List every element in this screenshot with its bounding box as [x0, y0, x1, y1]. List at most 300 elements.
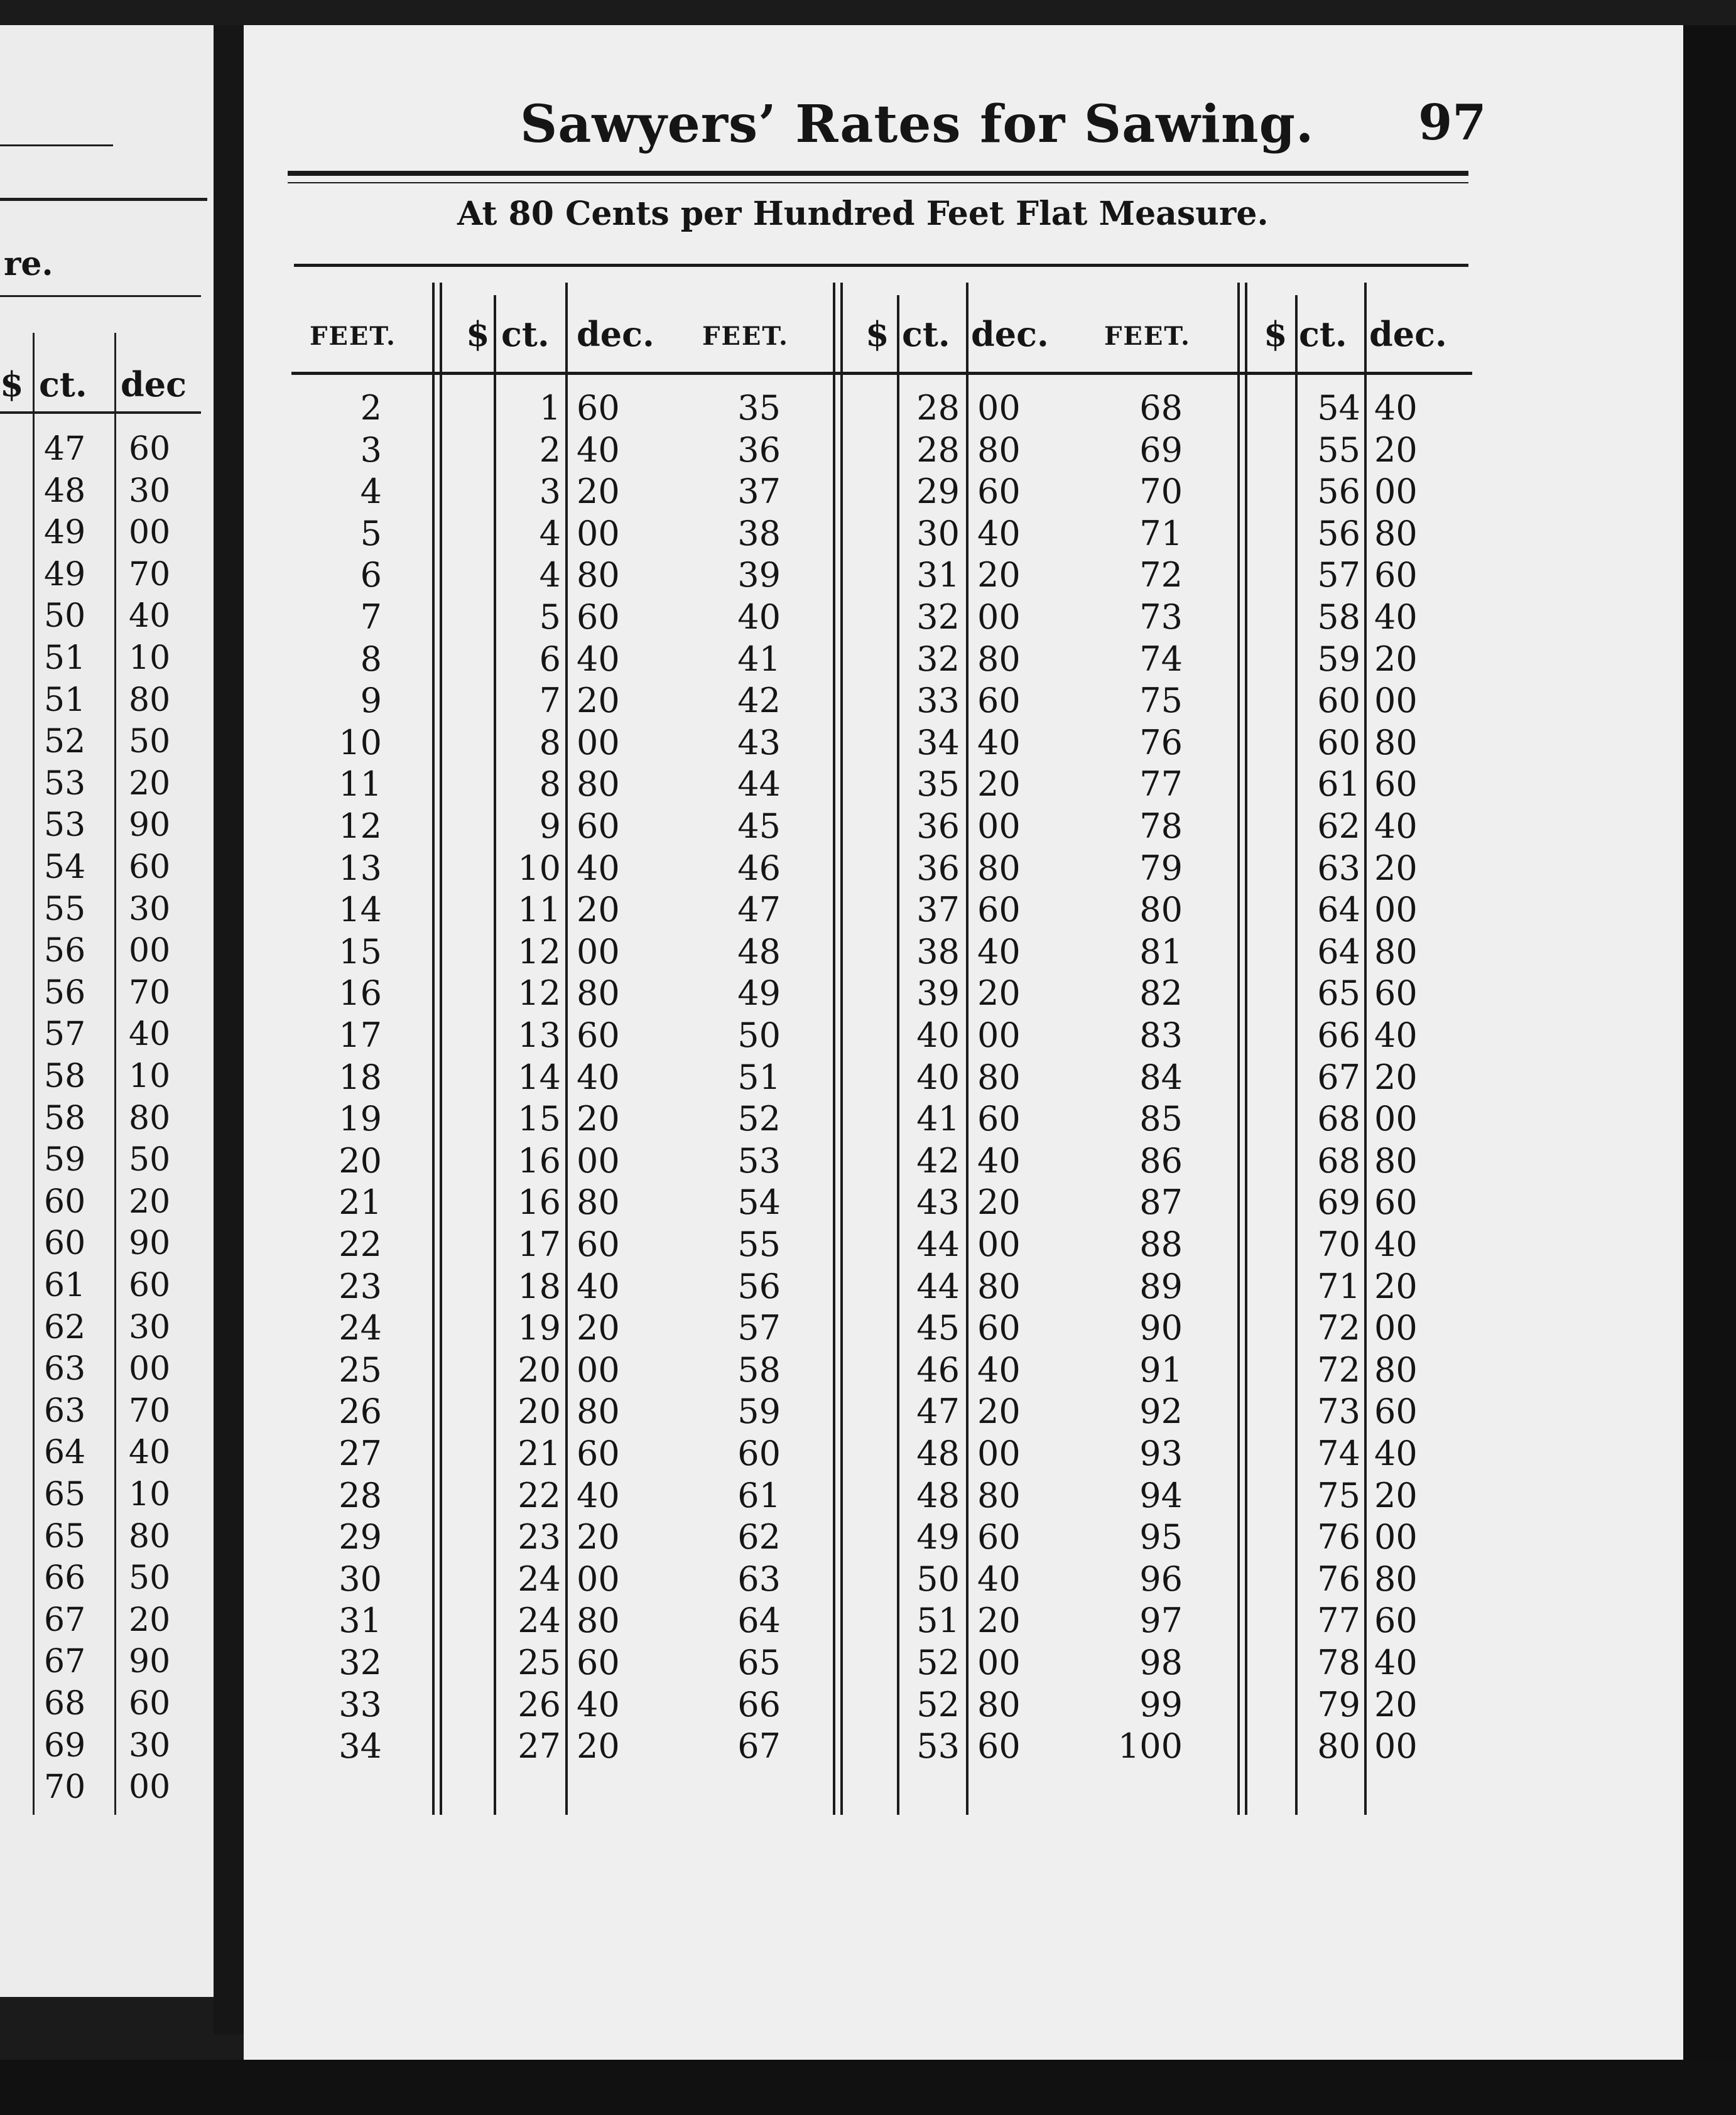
feet-cell: 71 [1139, 513, 1183, 553]
cents-header: ct. [501, 314, 550, 354]
feet-cell: 57 [737, 1308, 781, 1348]
dec-cell: 80 [1374, 931, 1418, 971]
cents-cell: 10 [518, 848, 561, 888]
cents-cell: 5 [539, 597, 561, 637]
cents-cell: 55 [1317, 430, 1360, 470]
dec-cell: 00 [1374, 472, 1418, 512]
cents-cell: 57 [1317, 555, 1360, 595]
feet-cell: 58 [737, 1350, 781, 1390]
left-dec-cell: 90 [129, 806, 171, 845]
cents-cell: 36 [916, 806, 960, 846]
dec-cell: 40 [1374, 388, 1418, 428]
dec-cell: 20 [977, 1392, 1021, 1432]
feet-cell: 56 [737, 1266, 781, 1306]
feet-cell: 75 [1139, 681, 1183, 721]
column-line [565, 283, 568, 1815]
left-dec-header: dec [121, 364, 187, 404]
column-line [840, 283, 843, 1815]
cents-cell: 40 [916, 1015, 960, 1055]
feet-cell: 98 [1139, 1643, 1183, 1682]
dec-cell: 00 [977, 806, 1021, 846]
feet-cell: 66 [737, 1684, 781, 1724]
cents-cell: 46 [916, 1350, 960, 1390]
left-cents-cell: 54 [44, 848, 86, 886]
dec-cell: 60 [977, 1726, 1021, 1766]
feet-cell: 62 [737, 1517, 781, 1557]
dec-cell: 00 [1374, 1517, 1418, 1557]
dec-cell: 60 [977, 472, 1021, 512]
dec-cell: 40 [977, 1350, 1021, 1390]
feet-cell: 74 [1139, 639, 1183, 679]
left-dec-cell: 00 [129, 1350, 171, 1388]
cents-cell: 32 [916, 597, 960, 637]
dec-cell: 40 [577, 1057, 620, 1097]
dec-cell: 80 [977, 1684, 1021, 1724]
dec-cell: 60 [1374, 555, 1418, 595]
cents-cell: 66 [1317, 1015, 1360, 1055]
dec-cell: 00 [577, 1559, 620, 1599]
feet-cell: 54 [737, 1182, 781, 1223]
feet-cell: 21 [339, 1182, 382, 1223]
dec-cell: 00 [977, 1015, 1021, 1055]
left-cents-cell: 65 [44, 1517, 86, 1555]
dec-cell: 80 [577, 764, 620, 804]
feet-cell: 69 [1139, 430, 1183, 470]
subtitle-rule [294, 264, 1468, 267]
left-dec-cell: 10 [129, 1476, 171, 1513]
left-column-line [114, 333, 116, 1815]
left-cents-cell: 53 [44, 764, 86, 803]
cents-cell: 36 [916, 848, 960, 888]
cents-cell: 24 [518, 1601, 561, 1641]
feet-cell: 50 [737, 1015, 781, 1055]
dollar-header: $ [466, 314, 490, 354]
cents-cell: 12 [518, 931, 561, 971]
cents-cell: 22 [518, 1475, 561, 1515]
dec-header: dec. [971, 314, 1049, 354]
feet-cell: 38 [737, 513, 781, 553]
feet-cell: 46 [737, 848, 781, 888]
feet-cell: 29 [339, 1517, 382, 1557]
column-line [966, 283, 968, 1815]
feet-cell: 26 [339, 1392, 382, 1432]
feet-cell: 65 [737, 1643, 781, 1682]
dec-cell: 40 [577, 430, 620, 470]
feet-cell: 92 [1139, 1392, 1183, 1432]
left-dec-cell: 70 [129, 1392, 171, 1430]
dec-cell: 60 [1374, 1392, 1418, 1432]
left-cents-cell: 60 [44, 1182, 86, 1221]
cents-cell: 73 [1317, 1392, 1360, 1432]
dec-header: dec. [577, 314, 654, 354]
cents-cell: 63 [1317, 848, 1360, 888]
column-line [833, 283, 835, 1815]
feet-cell: 12 [339, 806, 382, 846]
cents-cell: 59 [1317, 639, 1360, 679]
cents-cell: 20 [518, 1350, 561, 1390]
feet-cell: 63 [737, 1559, 781, 1599]
cents-cell: 21 [518, 1434, 561, 1473]
dec-cell: 60 [577, 1643, 620, 1682]
cents-cell: 18 [518, 1266, 561, 1306]
column-line [1364, 283, 1367, 1815]
dec-cell: 00 [1374, 890, 1418, 930]
feet-cell: 81 [1139, 931, 1183, 971]
cents-cell: 15 [518, 1099, 561, 1139]
cents-cell: 25 [518, 1643, 561, 1682]
feet-cell: 100 [1117, 1726, 1183, 1766]
dec-cell: 80 [977, 1057, 1021, 1097]
feet-cell: 20 [339, 1140, 382, 1181]
dec-cell: 80 [577, 1392, 620, 1432]
feet-cell: 17 [339, 1015, 382, 1055]
left-cents-cell: 49 [44, 555, 86, 593]
cents-cell: 56 [1317, 513, 1360, 553]
feet-cell: 43 [737, 722, 781, 762]
cents-cell: 75 [1317, 1475, 1360, 1515]
dec-cell: 20 [577, 1099, 620, 1139]
left-dec-cell: 20 [129, 1182, 171, 1221]
dec-cell: 60 [577, 1434, 620, 1473]
column-line [1237, 283, 1240, 1815]
left-cents-cell: 48 [44, 472, 86, 510]
left-dec-cell: 00 [129, 1768, 171, 1807]
feet-cell: 31 [339, 1601, 382, 1641]
left-dec-cell: 10 [129, 1058, 171, 1095]
feet-cell: 45 [737, 806, 781, 846]
feet-cell: 97 [1139, 1601, 1183, 1641]
dec-cell: 60 [977, 681, 1021, 721]
left-dec-cell: 00 [129, 514, 171, 552]
feet-cell: 30 [339, 1559, 382, 1599]
dec-cell: 80 [577, 1182, 620, 1223]
left-dec-cell: 80 [129, 1517, 171, 1555]
feet-cell: 9 [360, 681, 382, 721]
left-cents-cell: 57 [44, 1015, 86, 1054]
feet-cell: 42 [737, 681, 781, 721]
cents-cell: 42 [916, 1140, 960, 1181]
cents-cell: 72 [1317, 1350, 1360, 1390]
dec-cell: 20 [977, 555, 1021, 595]
cents-cell: 80 [1317, 1726, 1360, 1766]
cents-cell: 11 [518, 890, 561, 930]
left-cents-cell: 51 [44, 681, 86, 719]
left-cents-cell: 58 [44, 1058, 86, 1095]
bottom-border [0, 2060, 1736, 2115]
dec-cell: 40 [1374, 806, 1418, 846]
dec-cell: 40 [1374, 1015, 1418, 1055]
page-number: 97 [1418, 94, 1487, 151]
left-cents-cell: 55 [44, 890, 86, 928]
cents-cell: 6 [539, 639, 561, 679]
feet-cell: 10 [339, 722, 382, 762]
dec-cell: 20 [577, 1517, 620, 1557]
cents-cell: 78 [1317, 1643, 1360, 1682]
cents-cell: 60 [1317, 681, 1360, 721]
dec-cell: 20 [577, 1726, 620, 1766]
cents-cell: 72 [1317, 1308, 1360, 1348]
cents-cell: 61 [1317, 764, 1360, 804]
feet-cell: 22 [339, 1225, 382, 1264]
feet-cell: 55 [737, 1225, 781, 1264]
feet-cell: 37 [737, 472, 781, 512]
feet-cell: 6 [360, 555, 382, 595]
dec-cell: 80 [977, 848, 1021, 888]
dec-cell: 20 [577, 890, 620, 930]
dec-cell: 40 [977, 513, 1021, 553]
dec-cell: 80 [1374, 1350, 1418, 1390]
dec-cell: 60 [1374, 1182, 1418, 1223]
cents-cell: 41 [916, 1099, 960, 1139]
left-cents-cell: 68 [44, 1685, 86, 1723]
left-dec-cell: 60 [129, 1685, 171, 1723]
left-cents-cell: 63 [44, 1350, 86, 1388]
title-rule-thin [288, 182, 1468, 183]
left-cents-cell: 50 [44, 597, 86, 636]
left-cents-cell: 47 [44, 430, 86, 468]
cents-header: ct. [1299, 314, 1347, 354]
dec-cell: 60 [577, 597, 620, 637]
feet-cell: 59 [737, 1392, 781, 1432]
feet-cell: 83 [1139, 1015, 1183, 1055]
feet-cell: 14 [339, 890, 382, 930]
dec-cell: 40 [977, 931, 1021, 971]
cents-cell: 26 [518, 1684, 561, 1724]
cents-cell: 50 [916, 1559, 960, 1599]
dec-cell: 40 [577, 639, 620, 679]
dec-cell: 60 [977, 1308, 1021, 1348]
cents-cell: 58 [1317, 597, 1360, 637]
left-cents-cell: 56 [44, 973, 86, 1012]
feet-cell: 72 [1139, 555, 1183, 595]
cents-cell: 48 [916, 1434, 960, 1473]
left-dec-cell: 90 [129, 1225, 171, 1263]
dec-cell: 20 [1374, 848, 1418, 888]
left-dec-cell: 80 [129, 1099, 171, 1137]
dec-cell: 00 [977, 597, 1021, 637]
cents-cell: 17 [518, 1225, 561, 1264]
left-cents-cell: 65 [44, 1476, 86, 1513]
dec-cell: 20 [1374, 639, 1418, 679]
left-cents-cell: 49 [44, 514, 86, 552]
feet-cell: 70 [1139, 472, 1183, 512]
left-dec-cell: 60 [129, 430, 171, 468]
feet-cell: 5 [360, 513, 382, 553]
feet-cell: 85 [1139, 1099, 1183, 1139]
feet-cell: 19 [339, 1099, 382, 1139]
cents-cell: 77 [1317, 1601, 1360, 1641]
dec-cell: 60 [1374, 973, 1418, 1014]
dec-cell: 60 [977, 890, 1021, 930]
feet-cell: 99 [1139, 1684, 1183, 1724]
feet-header: FEET. [1104, 322, 1191, 351]
cents-cell: 79 [1317, 1684, 1360, 1724]
left-dec-cell: 60 [129, 1267, 171, 1304]
feet-cell: 80 [1139, 890, 1183, 930]
dec-cell: 00 [977, 1643, 1021, 1682]
dec-cell: 80 [577, 973, 620, 1014]
dec-cell: 00 [977, 1225, 1021, 1264]
cents-cell: 13 [518, 1015, 561, 1055]
dec-cell: 40 [1374, 1434, 1418, 1473]
left-cents-cell: 70 [44, 1768, 86, 1807]
left-cents-cell: 52 [44, 723, 86, 761]
cents-cell: 34 [916, 722, 960, 762]
cents-cell: 12 [518, 973, 561, 1014]
feet-cell: 51 [737, 1057, 781, 1097]
feet-cell: 79 [1139, 848, 1183, 888]
cents-cell: 67 [1317, 1057, 1360, 1097]
left-dec-cell: 70 [129, 555, 171, 593]
feet-cell: 77 [1139, 764, 1183, 804]
dec-cell: 40 [1374, 597, 1418, 637]
cents-cell: 62 [1317, 806, 1360, 846]
feet-header: FEET. [310, 322, 396, 351]
feet-cell: 76 [1139, 722, 1183, 762]
feet-cell: 52 [737, 1099, 781, 1139]
feet-cell: 2 [360, 388, 382, 428]
cents-cell: 76 [1317, 1517, 1360, 1557]
cents-header: ct. [902, 314, 950, 354]
dec-cell: 40 [977, 1140, 1021, 1181]
cents-cell: 29 [916, 472, 960, 512]
cents-cell: 20 [518, 1392, 561, 1432]
feet-cell: 27 [339, 1434, 382, 1473]
feet-cell: 24 [339, 1308, 382, 1348]
left-cents-cell: 64 [44, 1434, 86, 1472]
feet-cell: 39 [737, 555, 781, 595]
feet-cell: 87 [1139, 1182, 1183, 1223]
cents-cell: 40 [916, 1057, 960, 1097]
column-line [494, 295, 496, 1815]
left-cents-cell: 63 [44, 1392, 86, 1430]
feet-cell: 61 [737, 1475, 781, 1515]
cents-cell: 52 [916, 1684, 960, 1724]
cents-cell: 27 [518, 1726, 561, 1766]
feet-cell: 11 [339, 764, 382, 804]
left-cents-cell: 56 [44, 932, 86, 970]
feet-cell: 32 [339, 1643, 382, 1682]
left-dollar-header: $ [0, 364, 24, 404]
dollar-header: $ [865, 314, 889, 354]
left-dec-cell: 30 [129, 1726, 171, 1765]
column-line [1245, 283, 1247, 1815]
cents-cell: 7 [539, 681, 561, 721]
feet-cell: 48 [737, 931, 781, 971]
dec-cell: 20 [1374, 1475, 1418, 1515]
cents-cell: 33 [916, 681, 960, 721]
dec-cell: 60 [577, 1225, 620, 1264]
dec-cell: 80 [1374, 722, 1418, 762]
dec-cell: 00 [977, 1434, 1021, 1473]
feet-cell: 68 [1139, 388, 1183, 428]
cents-cell: 51 [916, 1601, 960, 1641]
feet-cell: 89 [1139, 1266, 1183, 1306]
cents-cell: 3 [539, 472, 561, 512]
feet-cell: 78 [1139, 806, 1183, 846]
feet-cell: 93 [1139, 1434, 1183, 1473]
cents-cell: 47 [916, 1392, 960, 1432]
left-cents-cell: 62 [44, 1308, 86, 1346]
feet-cell: 8 [360, 639, 382, 679]
dec-cell: 20 [577, 472, 620, 512]
cents-cell: 32 [916, 639, 960, 679]
cents-cell: 38 [916, 931, 960, 971]
dec-cell: 60 [577, 388, 620, 428]
left-subtitle-rule [0, 295, 201, 297]
feet-cell: 88 [1139, 1225, 1183, 1264]
dec-cell: 80 [977, 430, 1021, 470]
column-line [440, 283, 442, 1815]
right-page [244, 25, 1688, 2060]
cents-cell: 28 [916, 430, 960, 470]
cents-cell: 53 [916, 1726, 960, 1766]
feet-cell: 3 [360, 430, 382, 470]
left-cents-cell: 53 [44, 806, 86, 845]
left-header-rule [0, 198, 207, 201]
left-top-rule [0, 144, 113, 146]
feet-cell: 18 [339, 1057, 382, 1097]
feet-cell: 34 [339, 1726, 382, 1766]
dec-cell: 20 [977, 1601, 1021, 1641]
left-cents-cell: 69 [44, 1726, 86, 1765]
feet-header: FEET. [702, 322, 789, 351]
dec-cell: 80 [977, 639, 1021, 679]
left-cents-cell: 60 [44, 1225, 86, 1263]
feet-cell: 73 [1139, 597, 1183, 637]
cents-cell: 31 [916, 555, 960, 595]
cents-cell: 37 [916, 890, 960, 930]
dec-cell: 20 [577, 681, 620, 721]
cents-cell: 49 [916, 1517, 960, 1557]
left-header-underline [0, 411, 201, 414]
cents-cell: 45 [916, 1308, 960, 1348]
cents-cell: 54 [1317, 388, 1360, 428]
cents-cell: 1 [539, 388, 561, 428]
feet-cell: 25 [339, 1350, 382, 1390]
left-dec-cell: 40 [129, 1015, 171, 1054]
left-cents-cell: 61 [44, 1267, 86, 1304]
cents-cell: 23 [518, 1517, 561, 1557]
left-cents-cell: 67 [44, 1643, 86, 1681]
dec-cell: 20 [1374, 1266, 1418, 1306]
dec-cell: 40 [977, 722, 1021, 762]
cents-cell: 69 [1317, 1182, 1360, 1223]
dec-cell: 80 [977, 1266, 1021, 1306]
dec-cell: 00 [577, 513, 620, 553]
dec-cell: 60 [577, 806, 620, 846]
cents-cell: 39 [916, 973, 960, 1014]
dec-cell: 80 [577, 555, 620, 595]
feet-cell: 41 [737, 639, 781, 679]
dec-cell: 00 [577, 1350, 620, 1390]
cents-cell: 43 [916, 1182, 960, 1223]
left-dec-cell: 40 [129, 1434, 171, 1472]
page-title: Sawyers’ Rates for Sawing. [520, 94, 1315, 154]
cents-cell: 16 [518, 1140, 561, 1181]
left-dec-cell: 70 [129, 973, 171, 1012]
dec-cell: 40 [577, 1266, 620, 1306]
feet-cell: 86 [1139, 1140, 1183, 1181]
dec-cell: 00 [1374, 681, 1418, 721]
left-page [0, 25, 214, 1997]
dec-cell: 80 [577, 1601, 620, 1641]
feet-cell: 90 [1139, 1308, 1183, 1348]
dec-cell: 20 [977, 973, 1021, 1014]
dec-cell: 00 [977, 388, 1021, 428]
cents-cell: 4 [539, 555, 561, 595]
feet-cell: 13 [339, 848, 382, 888]
